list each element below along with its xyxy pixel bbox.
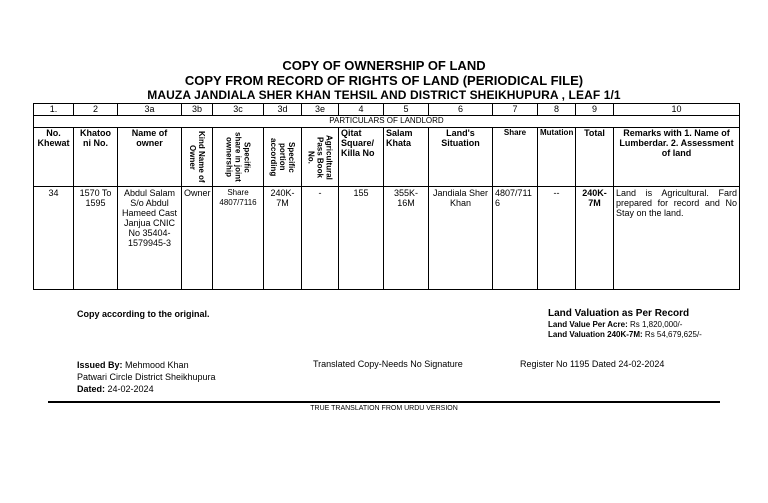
header-khatooni: Khatoo ni No. [74, 128, 118, 187]
footer-note: TRUE TRANSLATION FROM URDU VERSION [310, 405, 458, 412]
col-num: 5 [384, 104, 429, 116]
copy-note: Copy according to the original. [77, 309, 210, 319]
col-num: 1. [34, 104, 74, 116]
col-num: 9 [576, 104, 614, 116]
cell-qitat: 155 [339, 187, 384, 290]
header-portion-cell [264, 128, 302, 187]
header-kind-of-owner: Kind Name of Owner [188, 131, 206, 183]
cell-kind: Owner [182, 187, 213, 290]
per-acre-value: Rs 1,820,000/- [629, 320, 683, 329]
header-specific-portion: Specific portion according [269, 137, 296, 177]
document-subtitle: COPY FROM RECORD OF RIGHTS OF LAND (PERIODICAL FILE) [184, 73, 584, 88]
valuation-per-acre-line [548, 320, 702, 330]
cell-specific-share: Share 4807/7116 [213, 187, 264, 290]
cell-owner-name: Abdul Salam S/o Abdul Hameed Cast Janjua CNIC No 35404-1579945-3 [118, 187, 182, 290]
header-specific-share: Specific share in joint ownership [224, 132, 252, 182]
header-remarks: Remarks with 1. Name of Lumberdar. 2. Assessment of land [614, 128, 740, 187]
header-land-situation: Land's Situation [429, 128, 493, 187]
register-note: Register No 1195 Dated 24-02-2024 [520, 359, 665, 369]
per-acre-label: Land Value Per Acre: [548, 320, 628, 329]
document-title: COPY OF OWNERSHIP OF LAND [282, 58, 486, 73]
total-valuation-label: Land Valuation 240K-7M: [548, 330, 643, 339]
issuer-name: Mehmood Khan [125, 360, 189, 370]
header-share: Share [493, 128, 538, 187]
total-valuation-value: Rs 54,679,625/- [644, 330, 702, 339]
col-num: 8 [538, 104, 576, 116]
valuation-heading: Land Valuation as Per Record [548, 308, 690, 319]
header-passbook-cell [302, 128, 339, 187]
cell-khatooni: 1570 To 1595 [74, 187, 118, 290]
cell-remarks: Land is Agricultural. Fard prepared for record and No Stay on the land. [614, 187, 740, 290]
cell-salam-khata: 355K-16M [384, 187, 429, 290]
header-pass-book: Agricultural Pass Book No. [306, 134, 334, 180]
col-num: 3c [213, 104, 264, 116]
mauza-line: MAUZA JANDIALA SHER KHAN TEHSIL AND DISTRICT SHEIKHUPURA , LEAF 1/1 [147, 88, 621, 102]
land-valuation-block [548, 308, 702, 340]
dated-value: 24-02-2024 [107, 384, 154, 394]
header-khewat: No. Khewat [34, 128, 74, 187]
header-total: Total [576, 128, 614, 187]
cell-land-situation: Jandiala Sher Khan [429, 187, 493, 290]
col-num: 3a [118, 104, 182, 116]
col-num: 6 [429, 104, 493, 116]
col-num: 4 [339, 104, 384, 116]
footer-divider [48, 401, 720, 403]
issuer-office: Patwari Circle District Sheikhupura [77, 372, 216, 382]
column-number-row [34, 104, 740, 116]
translated-note: Translated Copy-Needs No Signature [313, 359, 463, 369]
col-num: 10 [614, 104, 740, 116]
issued-by-label: Issued By: [77, 360, 123, 370]
landlord-band-label: PARTICULARS OF LANDLORD [34, 116, 740, 128]
cell-total: 240K-7M [576, 187, 614, 290]
table-row [34, 187, 740, 290]
cell-mutation: -- [538, 187, 576, 290]
cell-specific-portion: 240K-7M [264, 187, 302, 290]
header-share-cell [213, 128, 264, 187]
header-kind-cell [182, 128, 213, 187]
header-qitat: Qitat Square/ Killa No [339, 128, 384, 187]
issued-by-block [77, 359, 216, 395]
col-num: 3b [182, 104, 213, 116]
cell-share: 4807/7116 [493, 187, 538, 290]
header-salam-khata: Salam Khata [384, 128, 429, 187]
cell-pass-book: - [302, 187, 339, 290]
landlord-band-row [34, 116, 740, 128]
dated-line [77, 383, 216, 395]
col-num: 2 [74, 104, 118, 116]
col-num: 7 [493, 104, 538, 116]
column-header-row [34, 128, 740, 187]
header-owner-name: Name of owner [118, 128, 182, 187]
document-title-block [0, 58, 768, 102]
col-num: 3d [264, 104, 302, 116]
header-mutation: Mutation [538, 128, 576, 187]
col-num: 3e [302, 104, 339, 116]
valuation-total-line [548, 330, 702, 340]
issued-by-line [77, 359, 216, 371]
cell-khewat: 34 [34, 187, 74, 290]
dated-label: Dated: [77, 384, 106, 394]
ownership-record-table [33, 103, 740, 290]
